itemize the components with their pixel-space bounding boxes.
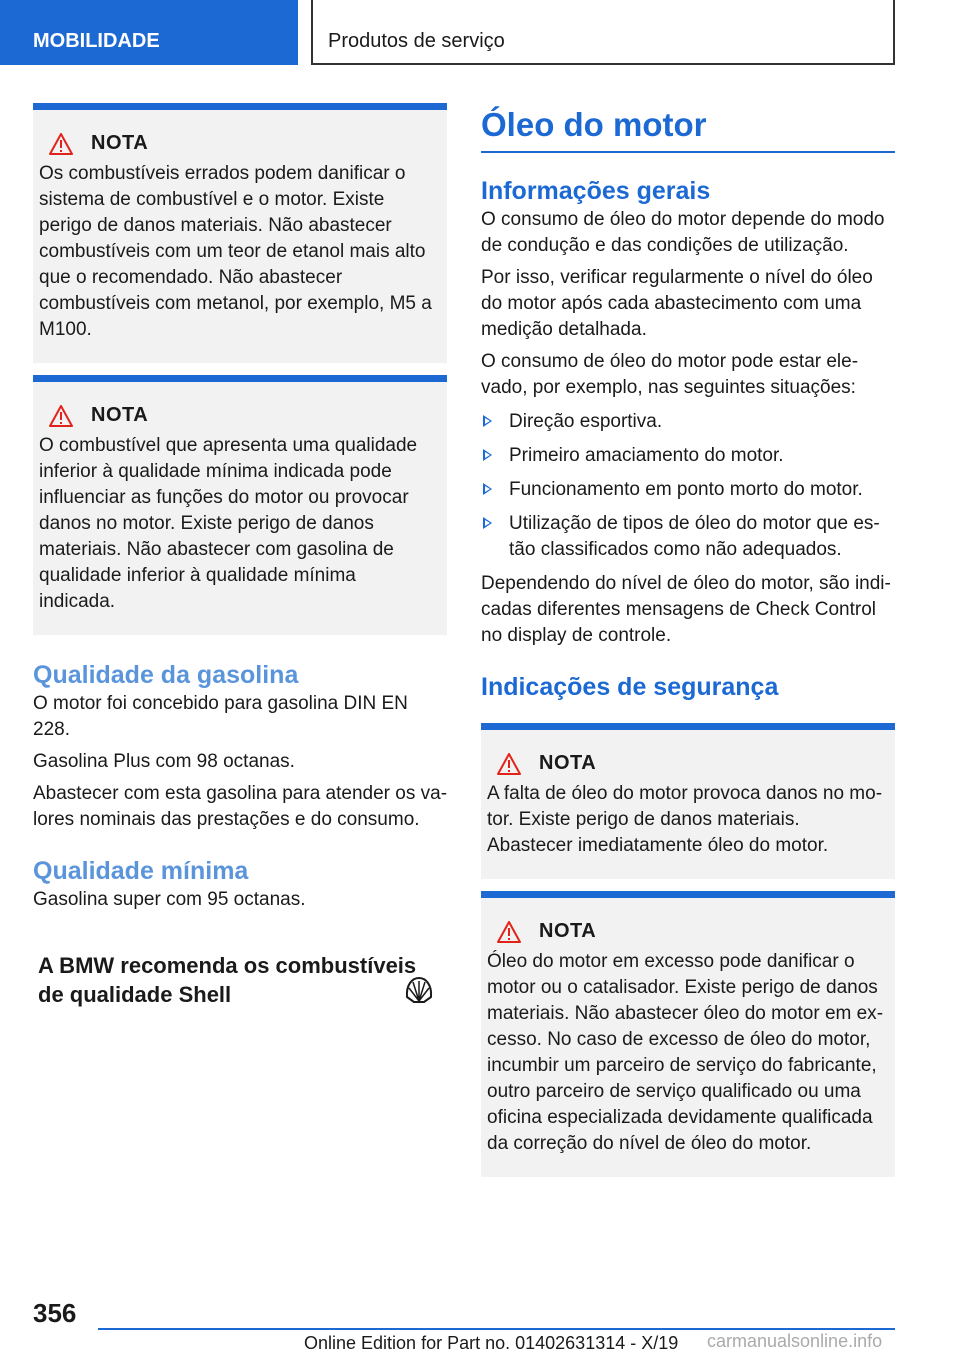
check-control-paragraph: Dependendo do nível de óleo do motor, são indicadas diferentes mensagens de Check Control no display de controle. bbox=[481, 573, 891, 646]
triangle-bullet-icon bbox=[483, 415, 492, 427]
note-title: NOTA bbox=[91, 404, 149, 426]
left-column bbox=[33, 103, 447, 919]
gasoline-paragraph: Abastecer com esta gasolina para atender os valores nominais das prestações e do consumo. bbox=[33, 783, 448, 830]
list-item: Primeiro amaciamento do motor. bbox=[481, 443, 895, 469]
general-paragraph: O consumo de óleo do motor pode estar elevado, por exemplo, nas seguintes situações: bbox=[481, 351, 859, 398]
general-paragraph: O consumo de óleo do motor depende do modo de condução e das condições de utilização. bbox=[481, 209, 885, 256]
warning-triangle-icon bbox=[497, 753, 521, 775]
gasoline-paragraph: Gasolina Plus com 98 octanas. bbox=[33, 751, 295, 772]
note-title: NOTA bbox=[91, 132, 149, 154]
note-title: NOTA bbox=[539, 920, 597, 942]
right-column bbox=[481, 103, 895, 1177]
warning-triangle-icon bbox=[49, 405, 73, 427]
triangle-bullet-icon bbox=[483, 449, 492, 461]
triangle-bullet-icon bbox=[483, 483, 492, 495]
list-item: Funcionamento em ponto morto do motor. bbox=[481, 477, 895, 503]
safety-heading: Indicações de segurança bbox=[481, 673, 779, 701]
footer-divider bbox=[98, 1328, 895, 1330]
note-body: Óleo do motor em excesso pode danificar o motor ou o catalisador. Existe perigo de danos materiais. Não abastecer óleo do motor em excesso. No caso de excesso de óleo do motor, incumbir um parceiro de serviço do fabricante, outro parceiro de serviço qualificado ou uma oficina especializada devidamente qualificada da correção do nível de óleo do motor. bbox=[487, 951, 884, 1154]
note-box-oil-low bbox=[481, 723, 895, 879]
note-body: A falta de óleo do motor provoca danos no motor. Existe perigo de danos materiais. Abastecer imediatamente óleo do motor. bbox=[487, 783, 883, 856]
warning-triangle-icon bbox=[497, 921, 521, 943]
minimum-quality-paragraph: Gasolina super com 95 octanas. bbox=[33, 889, 306, 910]
note-title: NOTA bbox=[539, 752, 597, 774]
general-paragraph: Por isso, verificar regularmente o nível do óleo do motor após cada abastecimento com uma medição detalhada. bbox=[481, 267, 873, 340]
section-tab: MOBILIDADE bbox=[0, 0, 298, 65]
oil-consumption-list bbox=[481, 409, 895, 563]
minimum-quality-heading: Qualidade mínima bbox=[33, 857, 249, 885]
page-title: Óleo do motor bbox=[481, 103, 895, 153]
note-box-oil-excess bbox=[481, 891, 895, 1177]
shell-logo-icon bbox=[404, 975, 434, 1005]
gasoline-quality-heading: Qualidade da gasolina bbox=[33, 661, 299, 689]
note-box-fuel-wrong bbox=[33, 103, 447, 363]
list-item: Utilização de tipos de óleo do motor que estão classificados como não adequados. bbox=[481, 511, 895, 563]
general-info-heading: Informações gerais bbox=[481, 177, 711, 205]
note-body: Os combustíveis errados podem danificar o sistema de combustível e o motor. Existe perigo de danos materiais. Não abastecer combustíveis com um teor de etanol mais alto que o recomendado. Não abastecer combustíveis com metanol, por exemplo, M5 a M100. bbox=[39, 163, 432, 340]
list-item: Direção esportiva. bbox=[481, 409, 895, 435]
chapter-title: Produtos de serviço bbox=[311, 0, 895, 65]
watermark: carmanualsonline.info bbox=[707, 1331, 883, 1351]
shell-recommendation: A BMW recomenda os combustíveis de qualidade Shell bbox=[38, 953, 417, 1007]
triangle-bullet-icon bbox=[483, 517, 492, 529]
edition-text: Online Edition for Part no. 01402631314 - X/19 bbox=[304, 1333, 679, 1353]
note-body: O combustível que apresenta uma qualidade inferior à qualidade mínima indicada pode influenciar as funções do motor ou provocar danos no motor. Existe perigo de danos materiais. Não abastecer com gasolina de qualidade inferior à qualidade mínima indicada. bbox=[39, 435, 418, 612]
warning-triangle-icon bbox=[49, 133, 73, 155]
gasoline-paragraph: O motor foi concebido para gasolina DIN EN 228. bbox=[33, 693, 408, 740]
note-box-fuel-quality bbox=[33, 375, 447, 635]
page-number: 356 bbox=[33, 1298, 77, 1328]
